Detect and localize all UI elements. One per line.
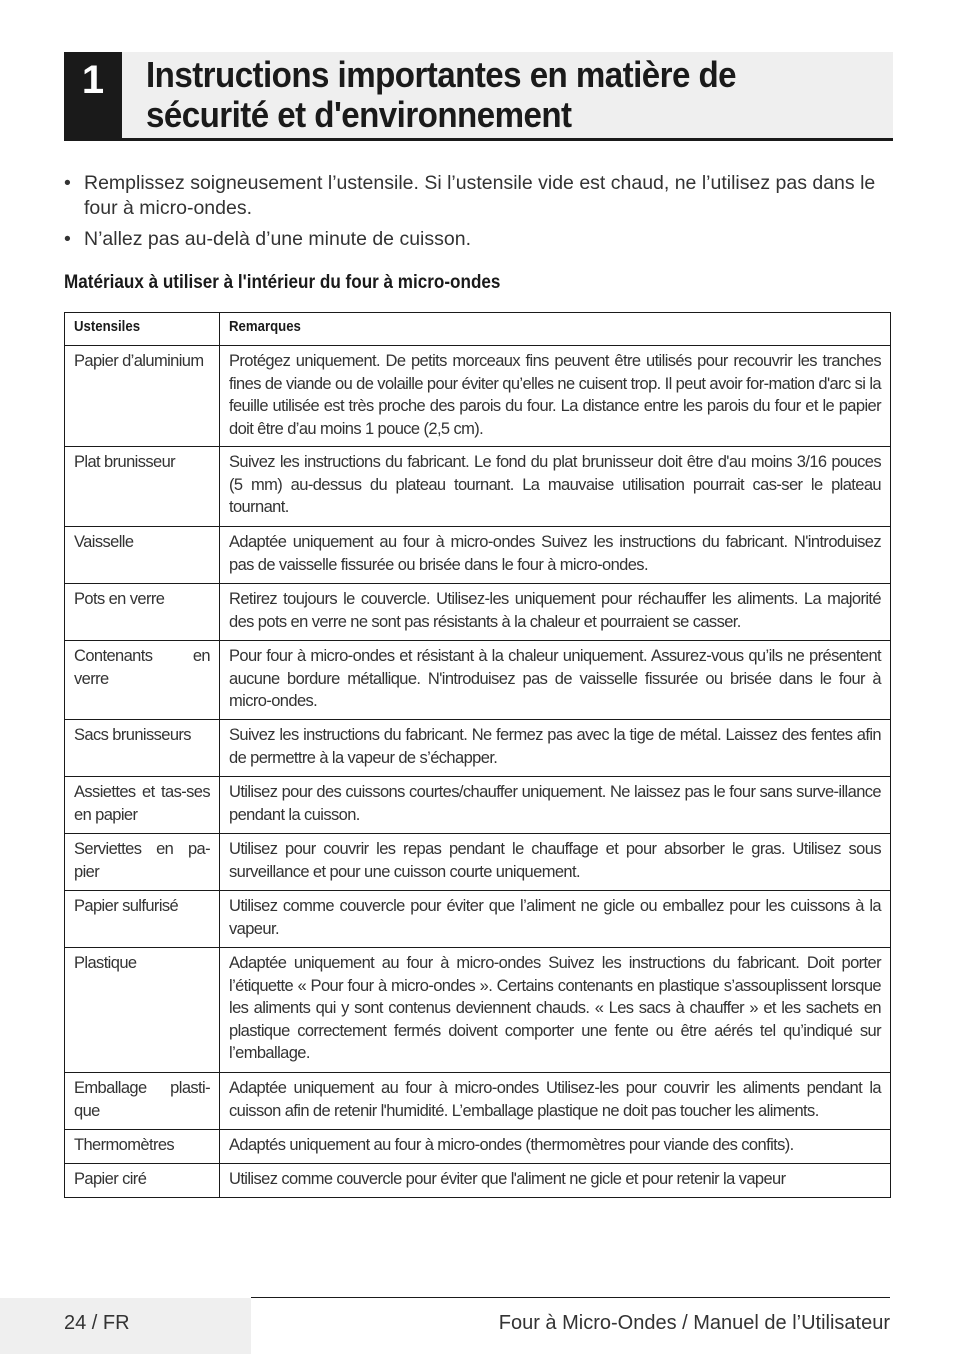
remark-cell: Utilisez pour couvrir les repas pendant le chauffage et pour absorber le gras. Utilisez sous surveillance et pour une cuisson courte uniquement. — [220, 834, 891, 891]
chapter-title-box — [122, 52, 893, 141]
column-header-ustensiles: Ustensiles — [65, 313, 220, 346]
utensil-cell: Serviettes en pa-pier — [65, 834, 220, 891]
remark-cell: Utilisez pour des cuissons courtes/chauffer uniquement. Ne laissez pas le four sans surve-illance pendant la cuisson. — [220, 777, 891, 834]
table-row — [65, 641, 891, 720]
chapter-title-line-1: Instructions importantes en matière de — [146, 54, 737, 95]
remark-cell: Adaptée uniquement au four à micro-ondes Suivez les instructions du fabricant. N'introduisez pas de vaisselle fissurée ou brisée dans le four à micro-ondes. — [220, 527, 891, 584]
table-row — [65, 447, 891, 527]
utensil-cell: Sacs brunisseurs — [65, 720, 220, 777]
remark-cell: Adaptée uniquement au four à micro-ondes Utilisez-les pour couvrir les aliments pendant la cuisson afin de retenir l'humidité. L’emballage plastique ne doit pas toucher les aliments. — [220, 1073, 891, 1130]
safety-bullet-list — [64, 171, 894, 258]
remark-cell: Adaptés uniquement au four à micro-ondes (thermomètres pour viande des confits). — [220, 1130, 891, 1164]
utensil-cell: Papier ciré — [65, 1164, 220, 1198]
table-header-row — [65, 313, 891, 346]
chapter-title-line-2: sécurité et d'environnement — [146, 94, 572, 135]
remark-cell: Utilisez comme couvercle pour éviter que l’aliment ne gicle ou emballez pour les cuissons à la vapeur. — [220, 891, 891, 948]
table-row — [65, 1130, 891, 1164]
column-header-remarques: Remarques — [220, 313, 891, 346]
table-row — [65, 1073, 891, 1130]
table-row — [65, 584, 891, 641]
table-row — [65, 346, 891, 447]
remark-cell: Adaptée uniquement au four à micro-ondes Suivez les instructions du fabricant. Doit porter l’étiquette « Pour four à micro-ondes ». Certains contenants en plastique s’assouplissent lorsque les aliments qui y sont contenus deviennent chauds. « Les sacs à chauffer » et les sachets en plastique correctement fermés doivent comporter une fente ou être aérés tel qu’indiqué sur l’emballage. — [220, 948, 891, 1073]
remark-cell: Protégez uniquement. De petits morceaux fins peuvent être utilisés pour recouvrir les tranches fines de viande ou de volaille pour éviter qu’elles ne cuisent trop. Il peut avoir for-mation d'arc si la feuille utilisée est très proche des parois du four. La distance entre les parois du four et le papier doit être d’au moins 1 pouce (2,5 cm). — [220, 346, 891, 447]
table-row — [65, 891, 891, 948]
remark-cell: Utilisez comme couvercle pour éviter que l'aliment ne gicle et pour retenir la vapeur — [220, 1164, 891, 1198]
bullet-icon: • — [64, 228, 71, 250]
remark-cell: Suivez les instructions du fabricant. Le fond du plat brunisseur doit être d'au moins 3/16 pouces (5 mm) au-dessus du plateau tournant. La mauvaise utilisation pourrait cas-ser le plateau tournant. — [220, 447, 891, 527]
page-number: 24 / FR — [64, 1312, 130, 1334]
bullet-item — [64, 171, 894, 221]
bullet-text: Remplissez soigneusement l’ustensile. Si l’ustensile vide est chaud, ne l’utilisez pas dans le four à micro-ondes. — [84, 172, 876, 219]
utensil-cell: Assiettes et tas-ses en papier — [65, 777, 220, 834]
bullet-icon: • — [64, 172, 71, 194]
table-row — [65, 948, 891, 1073]
utensil-cell: Contenants en verre — [65, 641, 220, 720]
table-row — [65, 834, 891, 891]
utensil-cell: Papier sulfurisé — [65, 891, 220, 948]
table-row — [65, 720, 891, 777]
table-row — [65, 777, 891, 834]
remark-cell: Pour four à micro-ondes et résistant à la chaleur uniquement. Assurez-vous qu’ils ne présentent aucune bordure métallique. N'introduisez pas de vaisselle fissurée ou brisée dans le four à micro-ondes. — [220, 641, 891, 720]
utensil-cell: Thermomètres — [65, 1130, 220, 1164]
chapter-header — [64, 52, 893, 141]
chapter-number: 1 — [64, 52, 122, 141]
utensil-cell: Vaisselle — [65, 527, 220, 584]
utensil-cell: Plat brunisseur — [65, 447, 220, 527]
chapter-title — [146, 55, 824, 135]
remark-cell: Retirez toujours le couvercle. Utilisez-les uniquement pour réchauffer les aliments. La majorité des pots en verre ne sont pas résistants à la chaleur et pourraient se casser. — [220, 584, 891, 641]
manual-title: Four à Micro-Ondes / Manuel de l’Utilisateur — [498, 1312, 890, 1334]
utensil-cell: Pots en verre — [65, 584, 220, 641]
utensil-cell: Papier d’aluminium — [65, 346, 220, 447]
table-row — [65, 527, 891, 584]
section-title: Matériaux à utiliser à l'intérieur du four à micro-ondes — [64, 272, 501, 293]
materials-table — [64, 312, 891, 1198]
remark-cell: Suivez les instructions du fabricant. Ne fermez pas avec la tige de métal. Laissez des fentes afin de permettre à la vapeur de s’échapper. — [220, 720, 891, 777]
utensil-cell: Plastique — [65, 948, 220, 1073]
bullet-text: N’allez pas au-delà d’une minute de cuisson. — [84, 228, 471, 250]
table-row — [65, 1164, 891, 1198]
utensil-cell: Emballage plasti-que — [65, 1073, 220, 1130]
footer-divider — [251, 1297, 890, 1298]
bullet-item — [64, 227, 894, 252]
